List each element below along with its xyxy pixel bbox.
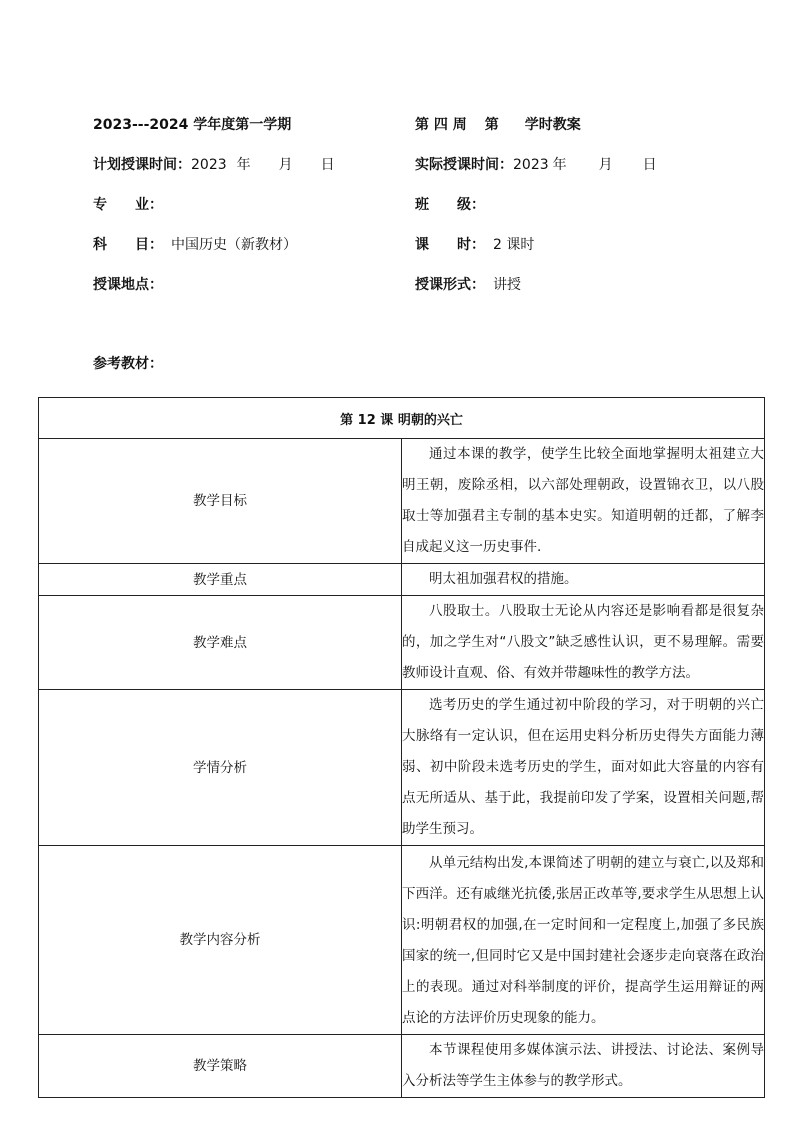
hours-field: 课 时： 2 课时 <box>415 237 535 253</box>
lesson-title: 第 12 课 明朝的兴亡 <box>39 398 765 439</box>
row-label: 教学目标 <box>39 439 402 564</box>
row-label: 教学重点 <box>39 564 402 596</box>
row-difficulty <box>39 596 765 690</box>
header-row-5 <box>0 274 794 298</box>
row-content: 八股取士。八股取士无论从内容还是影响看都是很复杂的，加之学生对“八股文”缺乏感性认识，更不易理解。需要教师设计直观、俗、有效并带趣味性的教学方法。 <box>402 596 765 690</box>
row-label: 教学内容分析 <box>39 846 402 1035</box>
subject-field: 科 目： 中国历史（新教材） <box>93 237 297 253</box>
header-row-4 <box>0 234 794 258</box>
row-student-analysis <box>39 690 765 846</box>
header-row-1 <box>0 114 794 138</box>
table-title-row <box>39 398 765 439</box>
row-key-point <box>39 564 765 596</box>
row-content-analysis <box>39 846 765 1035</box>
row-label: 教学难点 <box>39 596 402 690</box>
header-row-2 <box>0 154 794 178</box>
row-content: 明太祖加强君权的措施。 <box>402 564 765 596</box>
semester-text: 2023---2024 学年度第一学期 <box>93 117 292 133</box>
row-content: 本节课程使用多媒体演示法、讲授法、讨论法、案例导入分析法等学生主体参与的教学形式。 <box>402 1035 765 1098</box>
row-content: 从单元结构出发,本课简述了明朝的建立与衰亡,以及郑和下西洋。还有戚继光抗倭,张居正改革等,要求学生从思想上认识:明朝君权的加强,在一定时间和一定程度上,加强了多民族国家的统一,但同时它又是中国封建社会逐步走向衰落在政治上的表现。通过对科举制度的评价，提高学生运用辩证的两点论的方法评价历史现象的能力。 <box>402 846 765 1035</box>
row-teaching-goal <box>39 439 765 564</box>
row-content: 通过本课的教学，使学生比较全面地掌握明太祖建立大明王朝，废除丞相，以六部处理朝政，设置锦衣卫，以八股取士等加强君主专制的基本史实。知道明朝的迁都，了解李自成起义这一历史事件. <box>402 439 765 564</box>
major-field: 专 业： <box>93 197 163 213</box>
header-row-3 <box>0 194 794 218</box>
lesson-plan-table <box>38 397 765 1098</box>
row-label: 学情分析 <box>39 690 402 846</box>
actual-time: 实际授课时间：2023 年 月 日 <box>415 157 657 173</box>
row-content: 选考历史的学生通过初中阶段的学习，对于明朝的兴亡大脉络有一定认识，但在运用史料分析历史得失方面能力薄弱、初中阶段未选考历史的学生，面对如此大容量的内容有点无所适从、基于此，我提前印发了学案，设置相关问题,帮助学生预习。 <box>402 690 765 846</box>
row-label: 教学策略 <box>39 1035 402 1098</box>
class-field: 班 级： <box>415 197 485 213</box>
reference-label: 参考教材： <box>93 356 163 372</box>
row-strategy <box>39 1035 765 1098</box>
week-text: 第 四 周 第 学时教案 <box>415 117 581 133</box>
place-field: 授课地点： <box>93 277 163 293</box>
form-field: 授课形式： 讲授 <box>415 277 521 293</box>
plan-time: 计划授课时间：2023 年 月 日 <box>93 157 335 173</box>
